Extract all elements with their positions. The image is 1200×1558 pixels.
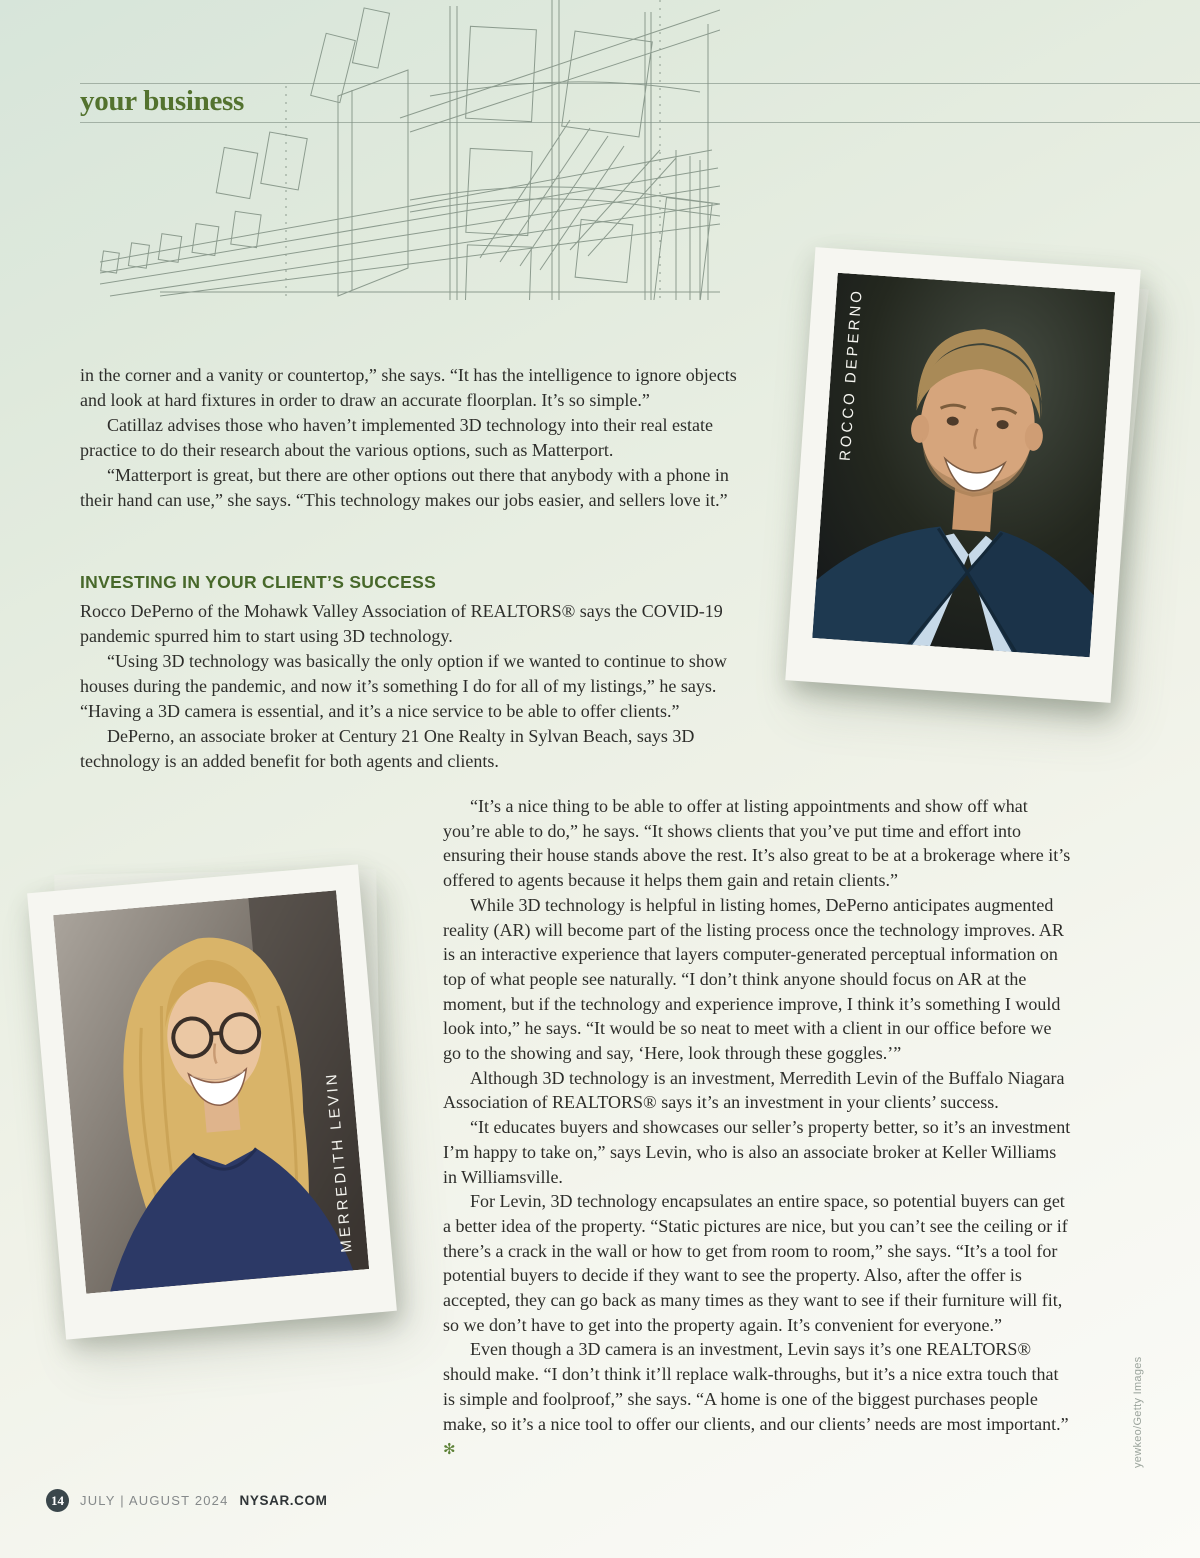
photo-caption-rocco: ROCCO DEPERNO <box>836 287 866 462</box>
article-end-mark: ✻ <box>443 1442 456 1459</box>
section-heading: INVESTING IN YOUR CLIENT’S SUCCESS <box>80 572 437 592</box>
body-paragraph-final <box>443 1337 1071 1463</box>
photo-merredith-levin <box>27 864 397 1339</box>
body-paragraph: Although 3D technology is an investment, Merredith Levin of the Buffalo Niagara Association of REALTORS® says it’s an investment in your clients’ success. <box>443 1067 1065 1113</box>
photo-rocco-deperno <box>785 247 1140 703</box>
body-paragraph-text: Even though a 3D camera is an investment, Levin says it’s one REALTORS® should make. “I don’t think it’ll replace walk-throughs, but it’s a nice extra touch that is simple and foolproof,” she says. “A home is one of the biggest purchases people make, so it’s a nice tool to offer our clients, and our clients’ needs are most important.” <box>443 1339 1069 1434</box>
portrait-illustration-levin <box>53 890 369 1293</box>
article-column-left-top <box>80 363 745 513</box>
section-label: your business <box>80 85 244 117</box>
site-url: NYSAR.COM <box>239 1493 328 1508</box>
article-column-right <box>443 794 1071 1463</box>
photo-credit: yewkeo/Getty Images <box>1132 1356 1144 1468</box>
body-paragraph: Catillaz advises those who haven’t implemented 3D technology into their real estate practice to do their research about the various options, such as Matterport. <box>80 415 713 460</box>
body-paragraph: Rocco DePerno of the Mohawk Valley Association of REALTORS® says the COVID-19 pandemic spurred him to start using 3D technology. <box>80 601 723 646</box>
portrait-rocco-photo <box>812 273 1115 658</box>
architectural-sketch <box>100 0 720 300</box>
body-paragraph: “Matterport is great, but there are other options out there that anybody with a phone in their hand can use,” she says. “This technology makes our jobs easier, and sellers love it.” <box>80 465 729 510</box>
body-paragraph: DePerno, an associate broker at Century 21 One Realty in Sylvan Beach, says 3D technology is an added benefit for both agents and clients. <box>80 726 695 771</box>
body-paragraph: While 3D technology is helpful in listing homes, DePerno anticipates augmented reality (AR) will become part of the listing process once the technology improves. AR is an interactive experience that layers computer-generated perceptual information on top of what people see naturally. “I don’t think anyone should focus on AR at the moment, but if the technology and experience improve, I think it’s something I would look into,” he says. “It would be so neat to meet with a client in our office before we go to the showing and say, ‘Here, look through these goggles.’” <box>443 894 1064 1064</box>
body-paragraph: For Levin, 3D technology encapsulates an entire space, so potential buyers can get a better idea of the property. “Static pictures are nice, but you can’t see the ceiling or if there’s a crack in the wall or how to get from room to room,” she says. “It’s a tool for potential buyers to decide if they want to see the property. Also, after the offer is accepted, they can go back as many times as they want to see if their furniture will fit, so we don’t have to get into the property again. It’s convenient for everyone.” <box>443 1191 1068 1335</box>
body-paragraph: in the corner and a vanity or countertop,” she says. “It has the intelligence to ignore objects and look at hard fixtures in order to draw an accurate floorplan. It’s so simple.” <box>80 365 737 410</box>
photo-caption-levin: MERREDITH LEVIN <box>322 1071 356 1254</box>
body-paragraph: “Using 3D technology was basically the only option if we wanted to continue to show houses during the pandemic, and now it’s something I do for all of my listings,” he says. “Having a 3D camera is essential, and it’s a nice service to be able to offer clients.” <box>80 651 727 721</box>
body-paragraph: “It’s a nice thing to be able to offer at listing appointments and show off what you’re able to do,” he says. “It shows clients that you’ve put time and effort into ensuring their house stands above the rest. It’s also great to be at a brokerage where it’s offered to agents because it helps them gain and retain clients.” <box>443 796 1071 891</box>
page-footer <box>46 1489 327 1512</box>
body-paragraph: “It educates buyers and showcases our seller’s property better, so it’s an investment I’m happy to take on,” says Levin, who is also an associate broker at Keller Williams in Williamsville. <box>443 1117 1071 1187</box>
article-column-left-bottom <box>80 599 748 774</box>
issue-date: JULY | AUGUST 2024 <box>80 1493 229 1508</box>
page-number-badge: 14 <box>46 1489 69 1512</box>
portrait-levin-photo <box>53 890 369 1293</box>
